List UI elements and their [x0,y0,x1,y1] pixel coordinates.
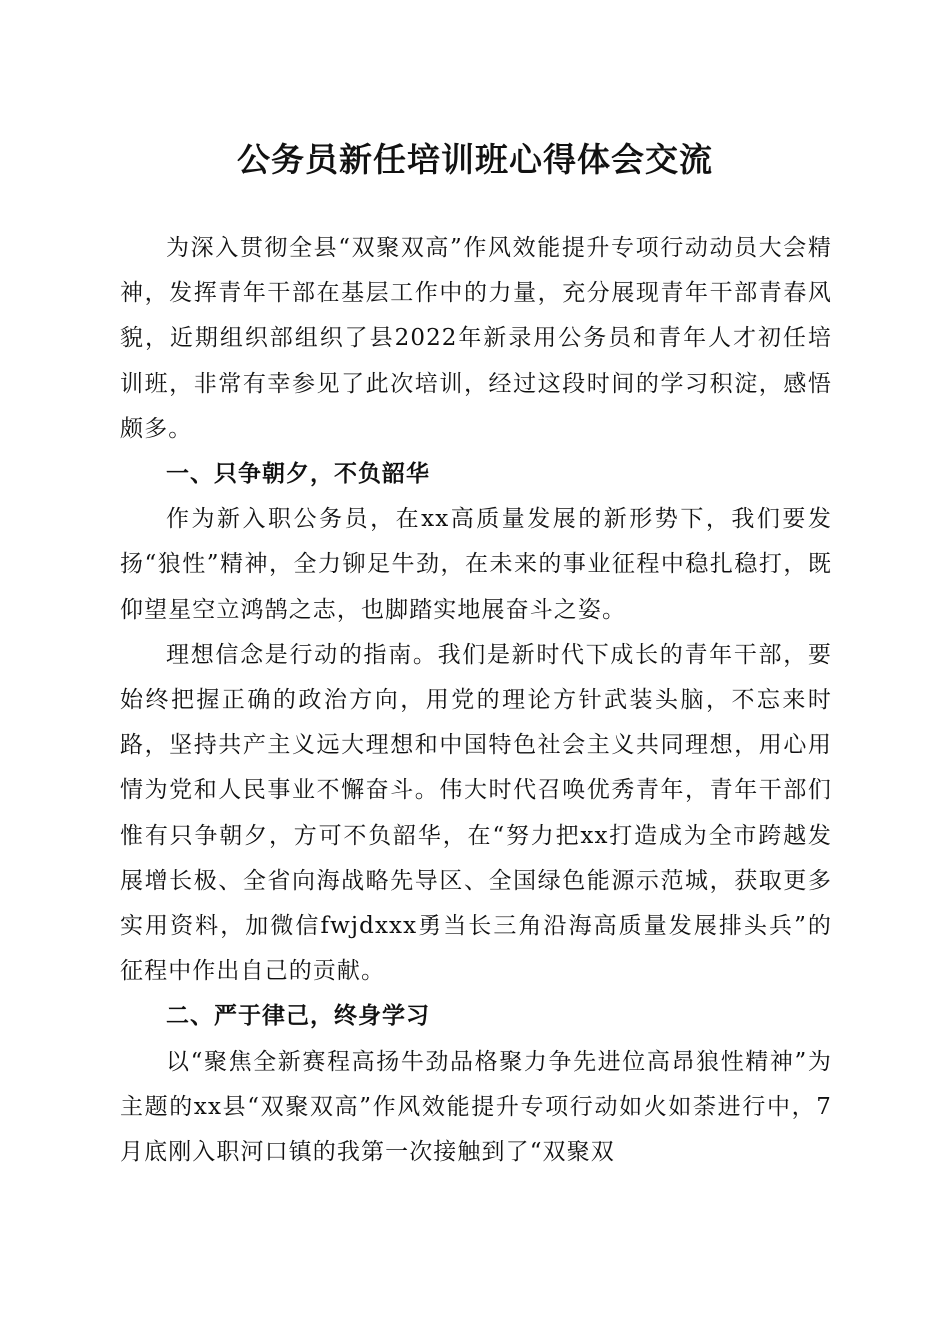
paragraph-section1-b: 理想信念是行动的指南。我们是新时代下成长的青年干部，要始终把握正确的政治方向，用党的理论方针武装头脑，不忘来时路，坚持共产主义远大理想和中国特色社会主义共同理想，用心用情为党和人民事业不懈奋斗。伟大时代召唤优秀青年，青年干部们惟有只争朝夕，方可不负韶华，在“努力把xx打造成为全市跨越发展增长极、全省向海战略先导区、全国绿色能源示范城，获取更多实用资料，加微信fwjdxxx勇当长三角沿海高质量发展排头兵”的征程中作出自己的贡献。 [120,641,832,985]
section-heading-1: 一、只争朝夕，不负韶华 [166,461,430,488]
paragraph-intro: 为深入贯彻全县“双聚双高”作风效能提升专项行动动员大会精神，发挥青年干部在基层工作中的力量，充分展现青年干部青春风貌，近期组织部组织了县2022年新录用公务员和青年人才初任培训班，非常有幸参见了此次培训，经过这段时间的学习积淀，感悟颇多。 [120,235,832,442]
document-title: 公务员新任培训班心得体会交流 [237,140,713,179]
document-body [120,226,832,1175]
paragraph-section1-a: 作为新入职公务员，在xx高质量发展的新形势下，我们要发扬“狼性”精神，全力铆足牛劲，在未来的事业征程中稳扎稳打，既仰望星空立鸿鹄之志，也脚踏实地展奋斗之姿。 [120,506,832,623]
section-heading-2: 二、严于律己，终身学习 [166,1003,430,1030]
paragraph-section2-a: 以“聚焦全新赛程高扬牛劲品格聚力争先进位高昂狼性精神”为主题的xx县“双聚双高”作风效能提升专项行动如火如荼进行中，7月底刚入职河口镇的我第一次接触到了“双聚双 [120,1048,832,1166]
